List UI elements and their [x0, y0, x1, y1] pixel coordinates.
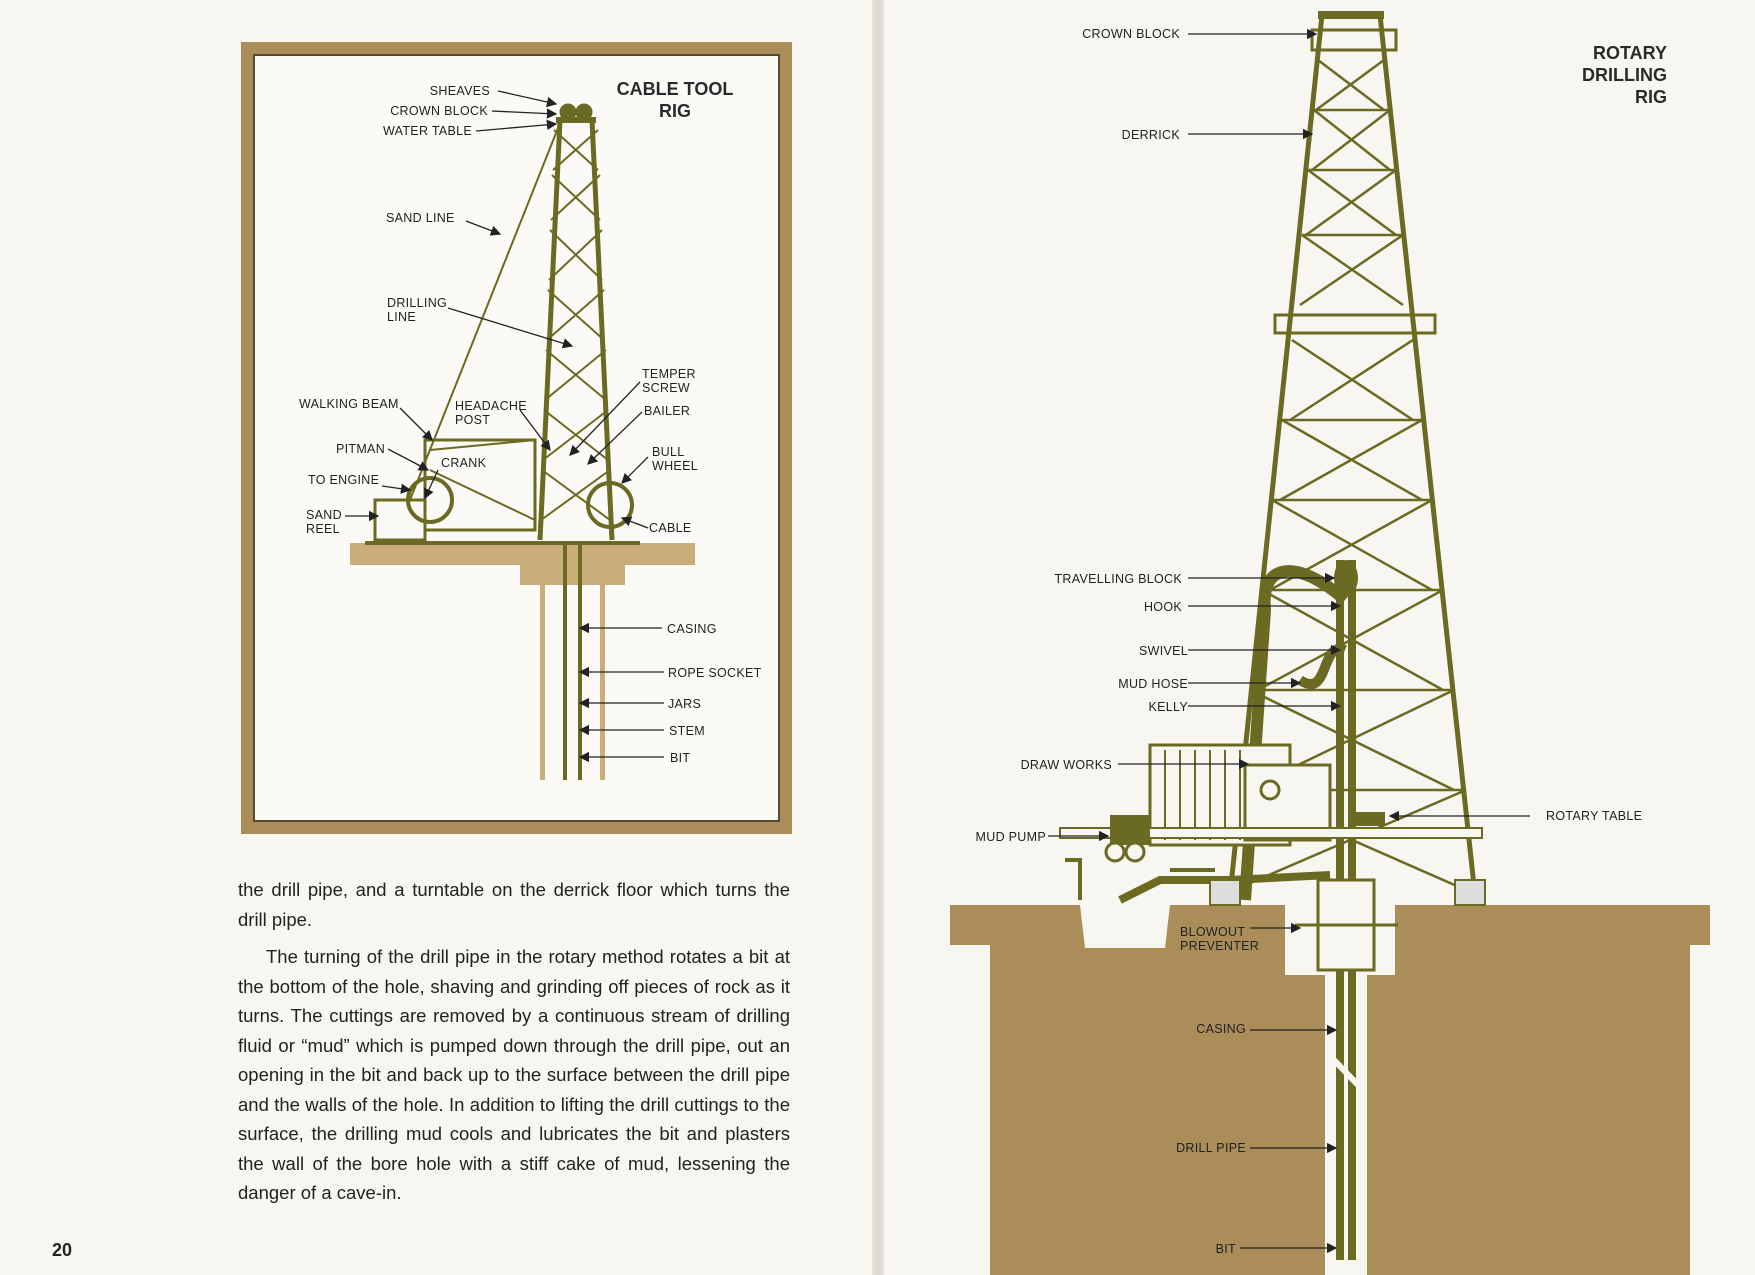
label-bailer: BAILER	[644, 404, 691, 418]
label-headache-post: HEADACHE POST	[455, 399, 527, 427]
label-crown-block-rotary: CROWN BLOCK	[1082, 27, 1180, 41]
label-rope-socket: ROPE SOCKET	[668, 666, 762, 680]
label-sand-line: SAND LINE	[386, 211, 455, 225]
label-swivel: SWIVEL	[1138, 644, 1188, 658]
label-temper-screw: TEMPER SCREW	[642, 367, 696, 395]
label-sand-reel: SAND REEL	[306, 508, 342, 536]
label-cable: CABLE	[649, 521, 692, 535]
page-number: 20	[52, 1240, 73, 1260]
label-jars: JARS	[668, 697, 702, 711]
label-casing-rotary: CASING	[1196, 1022, 1246, 1036]
label-to-engine: TO ENGINE	[308, 473, 380, 487]
rotary-drilling-rig-title: ROTARY DRILLING RIG	[1582, 43, 1667, 107]
cable-tool-rig-title: CABLE TOOL RIG	[616, 79, 734, 121]
label-crown-block: CROWN BLOCK	[390, 104, 488, 118]
label-drilling-line: DRILLING LINE	[387, 296, 448, 324]
label-bull-wheel: BULL WHEEL	[652, 445, 698, 473]
label-drill-pipe: DRILL PIPE	[1176, 1141, 1246, 1155]
label-derrick: DERRICK	[1121, 128, 1180, 142]
label-walking-beam: WALKING BEAM	[299, 397, 399, 411]
label-bit-cable: BIT	[670, 751, 691, 765]
cable-tool-rig-drawing	[350, 105, 695, 780]
label-rotary-table: ROTARY TABLE	[1546, 809, 1643, 823]
rotary-rig-drawing	[950, 15, 1710, 1275]
label-water-table: WATER TABLE	[383, 124, 472, 138]
body-text	[238, 875, 790, 1208]
label-mud-hose: MUD HOSE	[1118, 677, 1188, 691]
label-stem: STEM	[669, 724, 705, 738]
label-pitman: PITMAN	[336, 442, 386, 456]
label-casing-cable: CASING	[667, 622, 717, 636]
paragraph-2: The turning of the drill pipe in the rotary method rotates a bit at the bottom of the hole, shaving and grinding off pieces of rock as it turns. The cuttings are removed by a continuous stream of drilling fluid or “mud” which is pumped down through the drill pipe, out an opening in the bit and back up to the surface between the drill pipe and the walls of the hole. In addition to lifting the drill cuttings to the surface, the drilling mud cools and lubricates the bit and plasters the wall of the bore hole with a stiff cake of mud, lessening the danger of a cave-in.	[238, 946, 790, 1203]
paragraph-1: the drill pipe, and a turntable on the derrick floor which turns the drill pipe.	[238, 879, 790, 930]
label-draw-works: DRAW WORKS	[1020, 758, 1112, 772]
label-crank: CRANK	[441, 456, 487, 470]
label-travelling-block: TRAVELLING BLOCK	[1054, 572, 1182, 586]
label-hook: HOOK	[1143, 600, 1182, 614]
label-kelly: KELLY	[1148, 700, 1188, 714]
label-bit-rotary: BIT	[1215, 1242, 1236, 1256]
label-mud-pump: MUD PUMP	[975, 830, 1046, 844]
label-sheaves: SHEAVES	[429, 84, 490, 98]
label-blowout-preventer: BLOWOUT PREVENTER	[1180, 925, 1260, 953]
